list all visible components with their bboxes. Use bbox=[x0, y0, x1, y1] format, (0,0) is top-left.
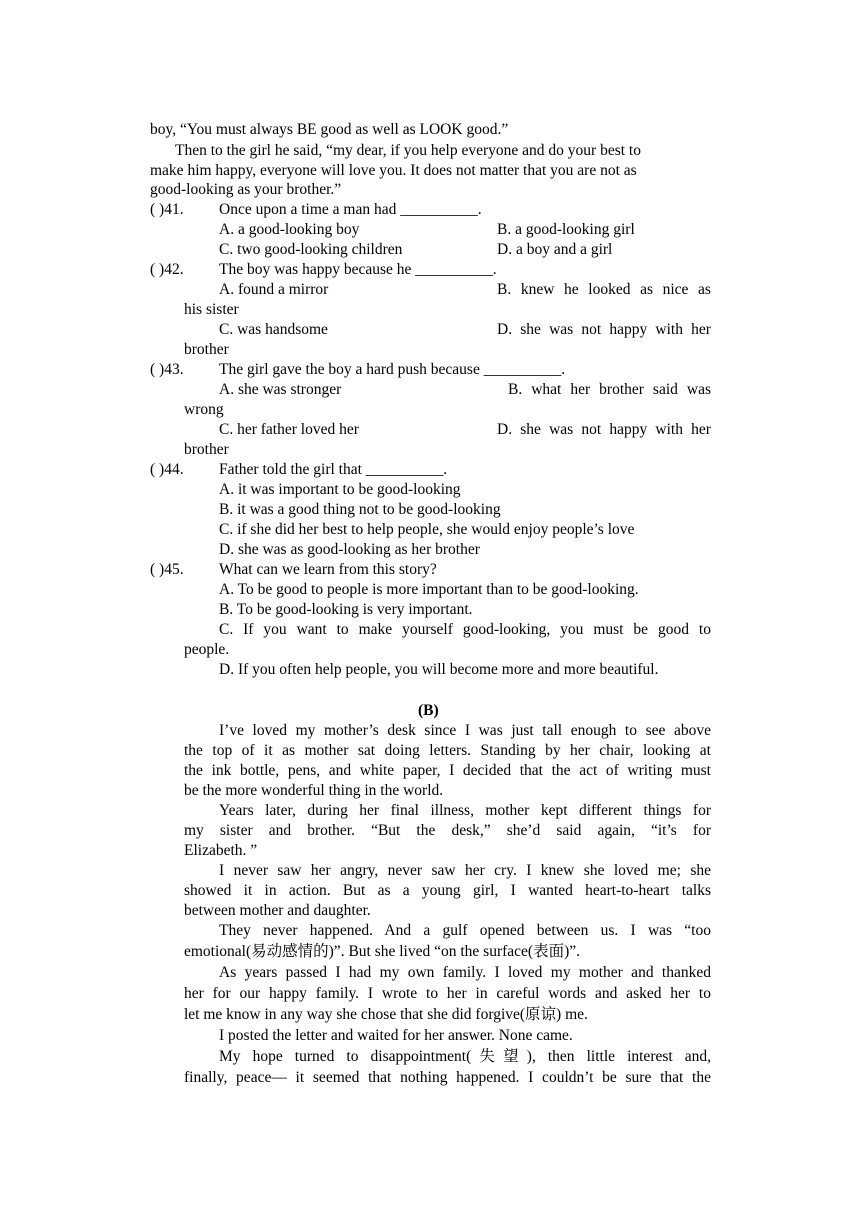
option-d: D. If you often help people, you will become more and more beautiful. bbox=[219, 661, 659, 678]
text: If bbox=[243, 621, 254, 638]
passage-b-line: the ink bottle, pens, and white paper, I decided that the act of writing must bbox=[184, 762, 711, 779]
option-d bbox=[497, 320, 711, 340]
option-b: B. it was a good thing not to be good-looking bbox=[219, 501, 501, 518]
passage-b-line: emotional(易动感情的)”. But she lived “on the surface(表面)”. bbox=[184, 943, 580, 960]
passage-b-line: the top of it as mother sat doing letters. Standing by her chair, looking at bbox=[184, 742, 711, 759]
text: to bbox=[336, 621, 349, 638]
text: not bbox=[581, 421, 602, 438]
option-d-wrap: brother bbox=[184, 441, 229, 458]
option-a: A. To be good to people is more important than to be good-looking. bbox=[219, 581, 639, 598]
question-43-bracket: ( )43. bbox=[150, 361, 184, 378]
option-a: A. she was stronger bbox=[219, 381, 342, 398]
option-c: C. her father loved her bbox=[219, 421, 359, 438]
passage-b-line: her for our happy family. I wrote to her in careful words and asked her to bbox=[184, 985, 711, 1002]
justified-line bbox=[497, 280, 711, 300]
passage-b-line: finally, peace— it seemed that nothing happened. I couldn’t be sure that the bbox=[184, 1069, 711, 1086]
passage-b-line: Elizabeth. ” bbox=[184, 842, 258, 859]
passage-b-line: between mother and daughter. bbox=[184, 902, 371, 919]
passage-b-line: I’ve loved my mother’s desk since I was just tall enough to see above bbox=[219, 722, 711, 739]
passage-b-line: showed it in action. But as a young girl, I wanted heart-to-heart talks bbox=[184, 882, 711, 899]
option-c: C. two good-looking children bbox=[219, 241, 403, 258]
text: he bbox=[564, 281, 579, 298]
text: was bbox=[549, 321, 574, 338]
option-d: D. a boy and a girl bbox=[497, 241, 613, 258]
text: B. bbox=[497, 281, 512, 298]
text: yourself bbox=[402, 621, 453, 638]
question-42-bracket: ( )42. bbox=[150, 261, 184, 278]
option-b bbox=[497, 280, 711, 300]
question-43-stem: The girl gave the boy a hard push because __________. bbox=[219, 361, 566, 378]
question-45-stem: What can we learn from this story? bbox=[219, 561, 437, 578]
passage-b-line: be the more wonderful thing in the world. bbox=[184, 782, 444, 799]
passage-text-line: make him happy, everyone will love you. It does not matter that you are not as bbox=[150, 162, 637, 179]
text: B. bbox=[508, 381, 523, 398]
justified-line bbox=[497, 420, 711, 440]
passage-b-line: let me know in any way she chose that she did forgive(原谅) me. bbox=[184, 1006, 588, 1023]
option-a: A. a good-looking boy bbox=[219, 221, 360, 238]
question-44-stem: Father told the girl that __________. bbox=[219, 461, 448, 478]
text: not bbox=[581, 321, 602, 338]
text: as bbox=[640, 281, 653, 298]
option-c bbox=[219, 620, 711, 640]
text: you bbox=[560, 621, 584, 638]
text: C. bbox=[219, 621, 234, 638]
text: her bbox=[691, 421, 711, 438]
text: was bbox=[549, 421, 574, 438]
text: with bbox=[655, 421, 683, 438]
passage-text-line: boy, “You must always BE good as well as LOOK good.” bbox=[150, 121, 509, 138]
passage-b-line: As years passed I had my own family. I loved my mother and thanked bbox=[219, 964, 711, 981]
text: brother bbox=[599, 381, 644, 398]
text: D. bbox=[497, 321, 513, 338]
option-c: C. was handsome bbox=[219, 321, 328, 338]
text: with bbox=[655, 321, 683, 338]
text: be bbox=[633, 621, 649, 638]
text: happy bbox=[609, 321, 648, 338]
option-b: B. a good-looking girl bbox=[497, 221, 635, 238]
justified-line bbox=[497, 320, 711, 340]
text: said bbox=[652, 381, 678, 398]
text: looked bbox=[588, 281, 631, 298]
text: was bbox=[686, 381, 711, 398]
option-d bbox=[497, 420, 711, 440]
passage-b-line: My hope turned to disappointment(失望), then little interest and, bbox=[219, 1048, 711, 1065]
text: good bbox=[657, 621, 689, 638]
passage-b-line: They never happened. And a gulf opened between us. I was “too bbox=[219, 922, 711, 939]
text: knew bbox=[520, 281, 555, 298]
option-d: D. she was as good-looking as her brother bbox=[219, 541, 480, 558]
text: as bbox=[698, 281, 711, 298]
justified-line bbox=[508, 380, 711, 400]
question-42-stem: The boy was happy because he __________. bbox=[219, 261, 497, 278]
text: she bbox=[520, 421, 541, 438]
text: must bbox=[593, 621, 624, 638]
text: to bbox=[698, 621, 711, 638]
option-b-wrap: wrong bbox=[184, 401, 224, 418]
option-b-wrap: his sister bbox=[184, 301, 239, 318]
text: good-looking, bbox=[462, 621, 551, 638]
text: her bbox=[691, 321, 711, 338]
passage-b-line: Years later, during her final illness, mother kept different things for bbox=[219, 802, 711, 819]
section-title: (B) bbox=[418, 702, 439, 719]
text: she bbox=[520, 321, 541, 338]
text: want bbox=[296, 621, 327, 638]
text: Then to the girl he said, “my dear, if you help everyone and do your best to bbox=[175, 142, 641, 159]
question-41-bracket: ( )41. bbox=[150, 201, 184, 218]
option-a: A. found a mirror bbox=[219, 281, 329, 298]
question-44-bracket: ( )44. bbox=[150, 461, 184, 478]
text: happy bbox=[609, 421, 648, 438]
text: her bbox=[570, 381, 591, 398]
text: what bbox=[531, 381, 562, 398]
text: you bbox=[263, 621, 287, 638]
option-b: B. To be good-looking is very important. bbox=[219, 601, 473, 618]
option-c: C. if she did her best to help people, she would enjoy people’s love bbox=[219, 521, 635, 538]
option-d-wrap: brother bbox=[184, 341, 229, 358]
option-c-wrap: people. bbox=[184, 641, 230, 658]
question-45-bracket: ( )45. bbox=[150, 561, 184, 578]
passage-text-line: good-looking as your brother.” bbox=[150, 181, 342, 198]
question-41-stem: Once upon a time a man had __________. bbox=[219, 201, 482, 218]
option-a: A. it was important to be good-looking bbox=[219, 481, 461, 498]
passage-b-line: my sister and brother. “But the desk,” she’d said again, “it’s for bbox=[184, 822, 711, 839]
passage-b-line: I posted the letter and waited for her answer. None came. bbox=[219, 1027, 573, 1044]
text: nice bbox=[662, 281, 689, 298]
justified-line bbox=[219, 620, 711, 640]
passage-b-line: I never saw her angry, never saw her cry. I knew she loved me; she bbox=[219, 862, 711, 879]
option-b bbox=[508, 380, 711, 400]
justified-line bbox=[175, 141, 711, 161]
text: make bbox=[358, 621, 393, 638]
text: D. bbox=[497, 421, 513, 438]
passage-text-line bbox=[175, 141, 711, 161]
